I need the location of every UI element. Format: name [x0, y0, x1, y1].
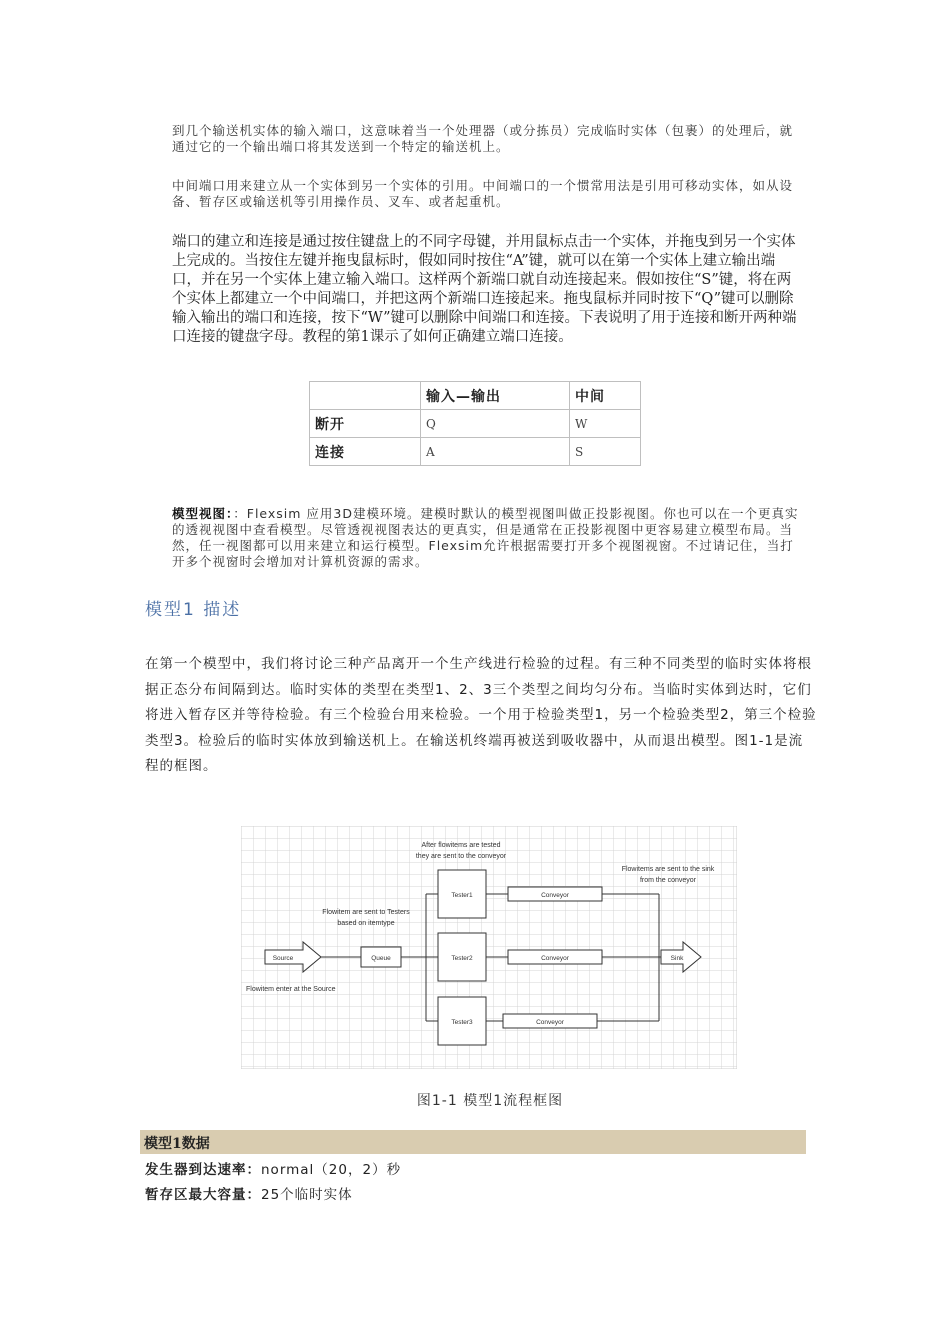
table-cell: A: [421, 438, 570, 466]
data-section-bar: [140, 1130, 806, 1154]
table-row-label: 连接: [310, 438, 421, 466]
data-item-value: normal（20，2）秒: [261, 1162, 402, 1178]
table-header-row: [310, 382, 641, 410]
data-section-title: 模型1数据: [144, 1136, 210, 1152]
source-label: Source: [272, 955, 294, 962]
table-row-label: 断开: [310, 410, 421, 438]
data-item-queue-capacity: [145, 1183, 353, 1203]
table-row: [310, 410, 641, 438]
model-views-text: ：Flexsim 应用3D建模环境。建模时默认的模型视图叫做正投影视图。你也可以在一个更真实的透视视图中查看模型。尽管透视视图表达的更真实，但是通常在正投影视图中更容易建立模型布局。当然，任一视图都可以用来建立和运行模型。Flexsim允许根据需要打开多个视图视窗。不过请记住，当打开多个视窗时会增加对计算机资源的需求。: [172, 506, 799, 569]
diagram-grid: [241, 826, 737, 1069]
flow-diagram: [241, 826, 737, 1069]
note-queue-line1: Flowitem are sent to Testers: [322, 909, 410, 916]
model-views-label: 模型视图：: [172, 506, 234, 521]
paragraph-output-ports: 到几个输送机实体的输入端口，这意味着当一个处理器（或分拣员）完成临时实体（包裹）的处理后，就通过它的一个输出端口将其发送到一个特定的输送机上。: [172, 123, 794, 154]
paragraph-model-description: 在第一个模型中，我们将讨论三种产品离开一个生产线进行检验的过程。有三种不同类型的临时实体将根据正态分布间隔到达。临时实体的类型在类型1、2、3三个类型之间均匀分布。当临时实体到达时，它们将进入暂存区并等待检验。有三个检验台用来检验。一个用于检验类型1，另一个检验类型2，第三个检验类型3。检验后的临时实体放到输送机上。在输送机终端再被送到吸收器中，从而退出模型。图1-1是流程的框图。: [145, 656, 817, 774]
note-source: Flowitem enter at the Source: [246, 986, 336, 993]
data-item-label: 暂存区最大容量：: [145, 1187, 261, 1203]
conveyor2-label: Conveyor: [541, 955, 569, 962]
tester3-label: Tester3: [451, 1019, 473, 1026]
note-top-line2: they are sent to the conveyor: [415, 853, 507, 860]
data-item-arrival: [145, 1158, 401, 1178]
note-sink-line1: Flowitems are sent to the sink: [621, 866, 715, 873]
note-top-line1: After flowitems are tested: [421, 842, 501, 849]
table-row: [310, 438, 641, 466]
table-cell: W: [569, 410, 640, 438]
table-cell: Q: [421, 410, 570, 438]
note-sink-line2: from the conveyor: [639, 877, 697, 884]
note-queue-line2: based on itemtype: [337, 920, 395, 927]
queue-label: Queue: [371, 955, 391, 962]
paragraph-port-connection: 端口的建立和连接是通过按住键盘上的不同字母键，并用鼠标点击一个实体，并拖曳到另一个实体上完成的。当按住左键并拖曳鼠标时，假如同时按住“A”键，就可以在第一个实体上建立输出端口，并在另一个实体上建立输入端口。这样两个新端口就自动连接起来。假如按住“S”键，将在两个实体上都建立一个中间端口，并把这两个新端口连接起来。拖曳鼠标并同时按下“Q”键可以删除输入输出的端口和连接，按下“W”键可以删除中间端口和连接。下表说明了用于连接和断开两种端口连接的键盘字母。教程的第1课示了如何正确建立端口连接。: [172, 234, 797, 345]
data-item-value: 25个临时实体: [261, 1187, 353, 1203]
paragraph-center-ports: 中间端口用来建立从一个实体到另一个实体的引用。中间端口的一个惯常用法是引用可移动实体，如从设备、暂存区或输送机等引用操作员、叉车、或者起重机。: [172, 178, 794, 209]
table-header-empty: [310, 382, 421, 410]
table-header-io: 输入—输出: [421, 382, 570, 410]
paragraph-model-views: [172, 506, 804, 570]
conveyor3-label: Conveyor: [536, 1019, 564, 1026]
sink-label: Sink: [670, 955, 684, 962]
tester2-label: Tester2: [451, 955, 473, 962]
data-item-label: 发生器到达速率：: [145, 1162, 261, 1178]
conveyor1-label: Conveyor: [541, 892, 569, 899]
section-heading: 模型1 描述: [145, 600, 242, 620]
table-header-center: 中间: [569, 382, 640, 410]
figure-caption: 图1-1 模型1流程框图: [416, 1093, 564, 1109]
port-key-table: [309, 381, 641, 466]
tester1-label: Tester1: [451, 892, 473, 899]
table-cell: S: [569, 438, 640, 466]
